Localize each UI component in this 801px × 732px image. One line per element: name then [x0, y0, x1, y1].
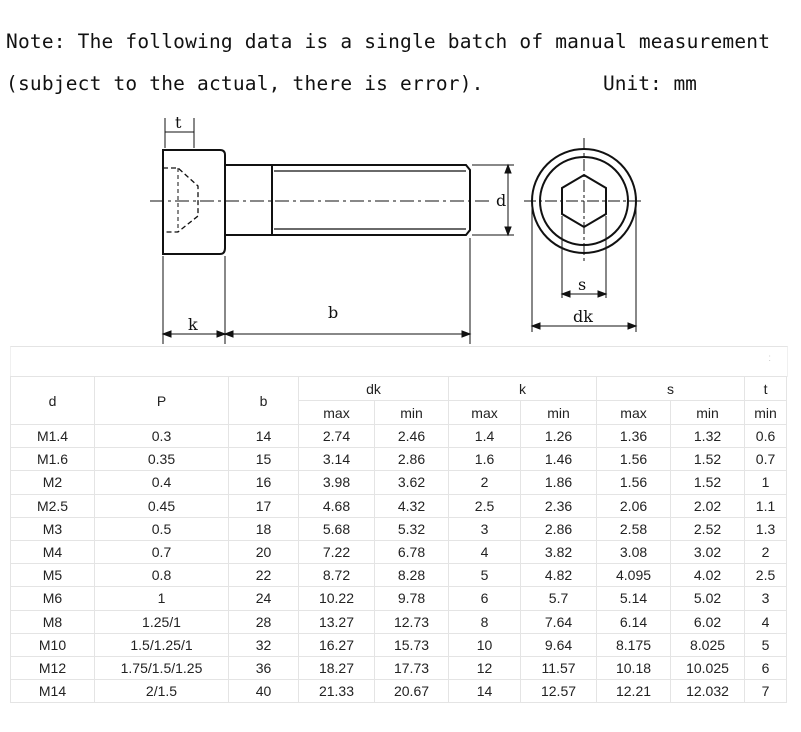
table-cell: 1.56 [597, 471, 671, 494]
bolt-thread [272, 165, 470, 235]
table-cell: M6 [11, 587, 95, 610]
table-cell: 6 [449, 587, 521, 610]
table-cell: 1.26 [521, 425, 597, 448]
table-cell: 1.52 [671, 471, 745, 494]
table-cell: 0.4 [95, 471, 229, 494]
k-max-header: max [449, 401, 521, 425]
table-cell: 4 [745, 610, 787, 633]
bolt-technical-drawing [0, 108, 801, 348]
table-cell: 24 [229, 587, 299, 610]
table-cell: 1.52 [671, 448, 745, 471]
table-body [11, 425, 787, 703]
table-cell: 4.02 [671, 564, 745, 587]
table-cell: 6.02 [671, 610, 745, 633]
table-cell: 40 [229, 680, 299, 703]
table-cell: 2.02 [671, 494, 745, 517]
table-cell: 1.6 [449, 448, 521, 471]
table-row [11, 448, 787, 471]
table-cell: 12.57 [521, 680, 597, 703]
table-cell: 7.64 [521, 610, 597, 633]
table-cell: 3 [449, 517, 521, 540]
table-cell: 2 [449, 471, 521, 494]
dim-k-label: k [188, 315, 198, 334]
table-cell: 28 [229, 610, 299, 633]
table-cell: 18.27 [299, 656, 375, 679]
table-cell: 2.06 [597, 494, 671, 517]
table-cell: 9.64 [521, 633, 597, 656]
table-cell: 2.58 [597, 517, 671, 540]
dk-max-header: max [299, 401, 375, 425]
table-cell: 0.6 [745, 425, 787, 448]
table-cell: 2.5 [745, 564, 787, 587]
table-cell: 1 [95, 587, 229, 610]
table-cell: 20 [229, 540, 299, 563]
col-d-header: d [11, 377, 95, 425]
table-cell: 4.095 [597, 564, 671, 587]
table-cell: 16.27 [299, 633, 375, 656]
table-cell: 6 [745, 656, 787, 679]
table-cell: 6.78 [375, 540, 449, 563]
table-cell: 32 [229, 633, 299, 656]
table-row [11, 564, 787, 587]
dim-dk-label: dk [573, 307, 593, 326]
table-cell: 8.025 [671, 633, 745, 656]
table-cell: 4.82 [521, 564, 597, 587]
table-row [11, 656, 787, 679]
table-cell: 2.5 [449, 494, 521, 517]
table-cell: 1.5/1.25/1 [95, 633, 229, 656]
table-cell: 1.25/1 [95, 610, 229, 633]
table-cell: 16 [229, 471, 299, 494]
table-cell: 11.57 [521, 656, 597, 679]
table-cell: 1 [745, 471, 787, 494]
table-cell: 2.52 [671, 517, 745, 540]
table-cell: 22 [229, 564, 299, 587]
dk-min-header: min [375, 401, 449, 425]
table-cell: 2 [745, 540, 787, 563]
table-cell: 17 [229, 494, 299, 517]
table-row [11, 425, 787, 448]
table-cell: 0.7 [95, 540, 229, 563]
table-row [11, 587, 787, 610]
dim-d-label: d [496, 191, 507, 210]
table-cell: M4 [11, 540, 95, 563]
table-cell: 5.02 [671, 587, 745, 610]
table-cell: 0.35 [95, 448, 229, 471]
table-cell: 15 [229, 448, 299, 471]
table-cell: 5 [745, 633, 787, 656]
table-row [11, 633, 787, 656]
col-t-header: t [745, 377, 787, 401]
table-cell: 18 [229, 517, 299, 540]
table-row [11, 471, 787, 494]
table-cell: 1.36 [597, 425, 671, 448]
note-line-2: (subject to the actual, there is error). [6, 72, 484, 95]
col-b-header: b [229, 377, 299, 425]
table-row [11, 610, 787, 633]
table-cell: 4 [449, 540, 521, 563]
table-cell: 2.74 [299, 425, 375, 448]
note-line-1: Note: The following data is a single batch of manual measurement [6, 30, 771, 53]
table-cell: 3.08 [597, 540, 671, 563]
table-cell: 3.14 [299, 448, 375, 471]
dim-b-label: b [328, 303, 339, 322]
table-cell: 20.67 [375, 680, 449, 703]
table-cell: 5 [449, 564, 521, 587]
table-cell: M10 [11, 633, 95, 656]
table-cell: 0.7 [745, 448, 787, 471]
table-cell: 10.22 [299, 587, 375, 610]
table-cell: 12 [449, 656, 521, 679]
s-max-header: max [597, 401, 671, 425]
table-cell: 1.86 [521, 471, 597, 494]
table-cell: 5.32 [375, 517, 449, 540]
table-cell: 0.3 [95, 425, 229, 448]
table-cell: 8.175 [597, 633, 671, 656]
table-cell: 10.18 [597, 656, 671, 679]
table-cell: 21.33 [299, 680, 375, 703]
table-cell: 1.75/1.5/1.25 [95, 656, 229, 679]
table-cell: 17.73 [375, 656, 449, 679]
table-cell: 7 [745, 680, 787, 703]
col-p-header: P [95, 377, 229, 425]
table-row [11, 517, 787, 540]
dimension-table [10, 376, 787, 703]
table-cell: M12 [11, 656, 95, 679]
table-cell: M5 [11, 564, 95, 587]
table-cell: 1.46 [521, 448, 597, 471]
table-cell: 1.56 [597, 448, 671, 471]
table-cell: 3.98 [299, 471, 375, 494]
table-cell: M3 [11, 517, 95, 540]
table-cell: M1.6 [11, 448, 95, 471]
dim-s-label: s [578, 275, 587, 294]
table-cell: 12.032 [671, 680, 745, 703]
table-cell: 36 [229, 656, 299, 679]
col-dk-header: dk [299, 377, 449, 401]
table-cell: 4.32 [375, 494, 449, 517]
table-cell: 3.02 [671, 540, 745, 563]
table-cell: 2/1.5 [95, 680, 229, 703]
table-cell: M8 [11, 610, 95, 633]
table-cell: 12.21 [597, 680, 671, 703]
table-top-strip: : [10, 346, 788, 377]
table-cell: 0.5 [95, 517, 229, 540]
table-cell: 1.3 [745, 517, 787, 540]
table-cell: 1.32 [671, 425, 745, 448]
table-cell: 0.8 [95, 564, 229, 587]
table-cell: 2.36 [521, 494, 597, 517]
table-cell: M2 [11, 471, 95, 494]
table-cell: M2.5 [11, 494, 95, 517]
table-cell: 13.27 [299, 610, 375, 633]
col-k-header: k [449, 377, 597, 401]
table-cell: 7.22 [299, 540, 375, 563]
table-row [11, 680, 787, 703]
bolt-shank [225, 165, 272, 235]
table-cell: 9.78 [375, 587, 449, 610]
table-cell: 5.14 [597, 587, 671, 610]
table-cell: 2.86 [521, 517, 597, 540]
table-cell: 4.68 [299, 494, 375, 517]
table-cell: 3 [745, 587, 787, 610]
dim-t-label: t [175, 113, 182, 132]
table-cell: 5.7 [521, 587, 597, 610]
table-header-row-1 [11, 377, 787, 401]
table-cell: 8.72 [299, 564, 375, 587]
table-cell: 15.73 [375, 633, 449, 656]
table-cell: 2.86 [375, 448, 449, 471]
table-cell: 1.4 [449, 425, 521, 448]
t-min-header: min [745, 401, 787, 425]
table-cell: 5.68 [299, 517, 375, 540]
bolt-head [163, 150, 225, 254]
table-cell: 0.45 [95, 494, 229, 517]
table-cell: M14 [11, 680, 95, 703]
table-cell: 12.73 [375, 610, 449, 633]
s-min-header: min [671, 401, 745, 425]
table-cell: 6.14 [597, 610, 671, 633]
table-cell: 3.82 [521, 540, 597, 563]
table-row [11, 494, 787, 517]
table-cell: M1.4 [11, 425, 95, 448]
table-cell: 8 [449, 610, 521, 633]
table-cell: 8.28 [375, 564, 449, 587]
table-cell: 10.025 [671, 656, 745, 679]
table-cell: 14 [229, 425, 299, 448]
table-cell: 10 [449, 633, 521, 656]
table-row [11, 540, 787, 563]
table-cell: 3.62 [375, 471, 449, 494]
unit-label: Unit: mm [603, 72, 697, 95]
table-cell: 1.1 [745, 494, 787, 517]
col-s-header: s [597, 377, 745, 401]
table-cell: 2.46 [375, 425, 449, 448]
table-cell: 14 [449, 680, 521, 703]
k-min-header: min [521, 401, 597, 425]
